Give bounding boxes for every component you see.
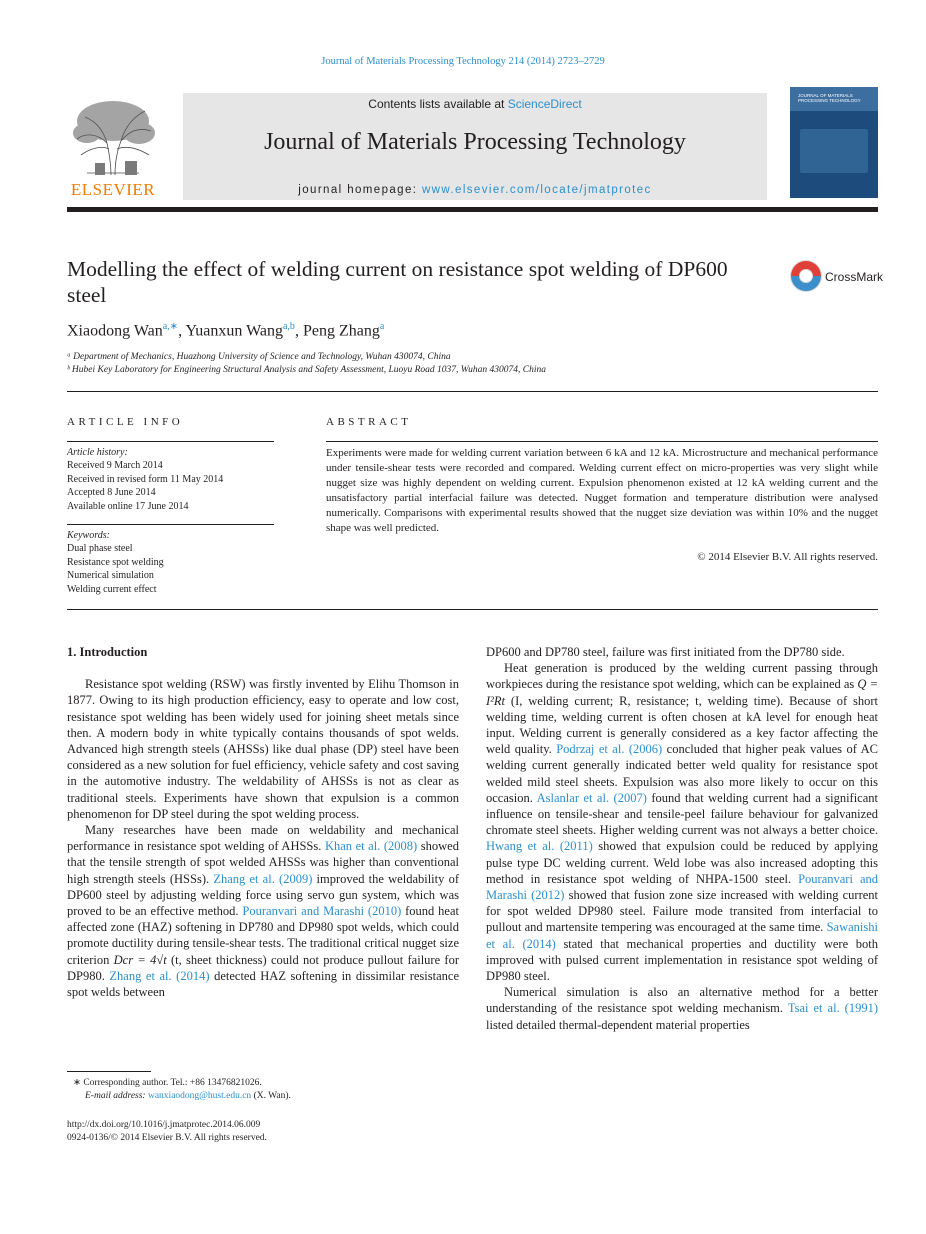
article-history bbox=[67, 446, 274, 513]
paragraph-text: found that welding current had a significant influence on tensile-shear and tensile-peel failure behaviour for galvanized chromate steel sheets. Higher welding current was not always a better choice. bbox=[486, 790, 879, 838]
journal-cover-image[interactable] bbox=[790, 87, 878, 198]
section-heading-introduction: 1. Introduction bbox=[67, 645, 148, 659]
keywords-block bbox=[67, 529, 274, 596]
history-online: Available online 17 June 2014 bbox=[67, 500, 189, 512]
paragraph-text: Numerical simulation is also an alternative method for a better understanding of the resistance spot welding mechanism. bbox=[486, 985, 878, 1016]
author-list bbox=[67, 321, 384, 340]
paragraph: Resistance spot welding (RSW) was firstly invented by Elihu Thomson in 1877. Owing to its high production efficiency, easy to operate and low cost, resistance spot welding has been widely used for joining sheet metals since then. A modern body in white typically contains thousands of spot welds. Advanced high strength steels (AHSSs) like dual phase (DP) steel have been considered as a new solution for fuel efficiency, vehicle safety and cost saving in the automotive industry. The weldability of AHSSs is not as clear as traditional steels. Experiments have shown that expulsion is a common phenomenon for DP steel during the spot welding process. bbox=[67, 677, 459, 821]
homepage-link[interactable]: www.elsevier.com/locate/jmatprotec bbox=[421, 184, 652, 196]
crossmark-icon[interactable] bbox=[789, 259, 823, 293]
contents-prefix: Contents lists available at bbox=[368, 97, 508, 111]
reference-link[interactable]: Hwang et al. (2011) bbox=[486, 839, 593, 854]
paragraph-text: Many researches have been made on weldability and mechanical performance in resistance spot welding of AHSSs. bbox=[67, 823, 459, 854]
article-info-rule bbox=[67, 441, 274, 442]
inline-formula: Q = I²Rt bbox=[486, 677, 879, 708]
affiliation-b: ᵇ Hubei Key Laboratory for Engineering Structural Analysis and Safety Assessment, Luoyu Road 1037, Wuhan 430074, China bbox=[67, 365, 547, 375]
history-revised: Received in revised form 11 May 2014 bbox=[67, 473, 224, 485]
author-separator: , bbox=[178, 322, 186, 340]
cover-illustration bbox=[800, 129, 868, 173]
email-suffix: (X. Wan). bbox=[251, 1091, 291, 1101]
author-affiliation-marker[interactable]: a,∗ bbox=[162, 321, 179, 332]
paragraph bbox=[486, 984, 878, 1033]
journal-title: Journal of Materials Processing Technology bbox=[264, 129, 686, 155]
reference-link[interactable]: Zhang et al. (2009) bbox=[213, 871, 313, 886]
paragraph-text: stated that mechanical properties and ductility were both improved with pulsed current implementation in resistance spot welding of DP980 steel. bbox=[486, 936, 878, 984]
paragraph bbox=[67, 822, 459, 1000]
keyword-item: Resistance spot welding bbox=[67, 556, 164, 568]
author-name[interactable]: Xiaodong Wan bbox=[67, 322, 163, 340]
keyword-item: Dual phase steel bbox=[67, 543, 133, 555]
article-info-heading: ARTICLE INFO bbox=[67, 416, 184, 428]
author-name[interactable]: Yuanxun Wang bbox=[185, 322, 283, 340]
author-affiliation-marker[interactable]: a,b bbox=[282, 321, 295, 332]
email-note bbox=[67, 1090, 485, 1103]
history-received: Received 9 March 2014 bbox=[67, 460, 163, 472]
paragraph-text: listed detailed thermal-dependent material properties bbox=[486, 1017, 750, 1032]
issn-copyright: 0924-0136/© 2014 Elsevier B.V. All rights reserved. bbox=[67, 1133, 267, 1143]
keyword-item: Numerical simulation bbox=[67, 570, 154, 582]
author-name[interactable]: Peng Zhang bbox=[302, 322, 380, 340]
email-link[interactable]: wanxiaodong@hust.edu.cn bbox=[147, 1091, 252, 1101]
doi-link[interactable]: http://dx.doi.org/10.1016/j.jmatprotec.2014.06.009 bbox=[67, 1120, 261, 1130]
paragraph-text: (I, welding current; R, resistance; t, welding time). Because of short welding time, welding current is often chosen at kA level for enough heat input. Welding current is generally considered as a key factor affecting the weld quality. bbox=[486, 693, 878, 757]
homepage-prefix: journal homepage: bbox=[298, 184, 422, 196]
abstract-text: Experiments were made for welding current variation between 6 kA and 12 kA. Microstructure and mechanical performance under tensile-shear tests were recorded and compared. Welding current effect on micro-properties was very slight while nugget size was highly dependent on welding current. Expulsion phenomenon existed at 12 kA welding current and the unsatisfactory partial interfacial failure was detected. Nugget formation and temperature distribution were analysed numerically. Comparisons with experimental results showed that the nugget size deviation was within 10% and the nugget shape was well predicted. bbox=[326, 447, 878, 534]
abstract-rule bbox=[326, 441, 878, 442]
footnote-rule bbox=[67, 1071, 151, 1072]
email-label: E-mail address: bbox=[85, 1091, 148, 1101]
reference-link[interactable]: Pouranvari and Marashi (2010) bbox=[242, 904, 402, 919]
contents-availability bbox=[183, 97, 767, 111]
body-column-right bbox=[486, 644, 878, 1033]
paragraph-text: (t, sheet thickness) could not produce pullout failure for DP980. bbox=[67, 952, 459, 983]
keywords-label: Keywords: bbox=[67, 530, 110, 541]
affiliation-a: ᵃ Department of Mechanics, Huazhong University of Science and Technology, Wuhan 430074, China bbox=[67, 352, 451, 362]
journal-homepage bbox=[183, 184, 767, 196]
history-accepted: Accepted 8 June 2014 bbox=[67, 487, 156, 499]
front-matter-rule bbox=[67, 609, 878, 610]
inline-formula: Dcr = 4√t bbox=[113, 952, 167, 967]
author-separator: , bbox=[294, 322, 303, 340]
sciencedirect-link[interactable]: ScienceDirect bbox=[507, 97, 582, 111]
paragraph-text: showed that expulsion could be reduced by applying pulse type DC welding current. Weld lobe was also increased adopting this method in resistance spot welding of NHPA-1500 steel. bbox=[486, 839, 878, 886]
paragraph-text: showed that the tensile strength of spot welded AHSSs was higher than conventional high strength steels (HSSs). bbox=[67, 839, 459, 886]
reference-link[interactable]: Tsai et al. (1991) bbox=[787, 1001, 879, 1016]
masthead-rule bbox=[67, 207, 878, 212]
body-column-left bbox=[67, 644, 459, 1000]
keyword-item: Welding current effect bbox=[67, 583, 157, 595]
paragraph-text: found heat affected zone (HAZ) softening in DP780 and DP980 spot welds, which could promote ductility during tensile-shear tests. The traditional critical nugget size criterion bbox=[67, 904, 459, 967]
cover-title: JOURNAL OF MATERIALS PROCESSING TECHNOLOGY bbox=[798, 93, 861, 103]
reference-link[interactable]: Sawanishi et al. (2014) bbox=[486, 920, 878, 951]
paragraph-text: improved the weldability of DP600 steel by adjusting welding force using servo gun system, which was proved to be an effective method. bbox=[67, 871, 459, 919]
corresponding-author-note: ∗ Corresponding author. Tel.: +86 13476821026. bbox=[73, 1078, 262, 1088]
paragraph: DP600 and DP780 steel, failure was first initiated from the DP780 side. bbox=[486, 645, 845, 659]
reference-link[interactable]: Zhang et al. (2014) bbox=[109, 968, 210, 983]
author-affiliation-marker[interactable]: a bbox=[379, 321, 385, 332]
paper-title: Modelling the effect of welding current on resistance spot welding of DP600 steel bbox=[67, 257, 728, 307]
paragraph-text: concluded that higher peak values of AC welding current generally indicated better weld quality for resistance spot welded mild steel sheets. Expulsion was also more likely to occur on this occasion. bbox=[486, 742, 878, 805]
crossmark-label[interactable]: CrossMark bbox=[825, 270, 884, 284]
history-label: Article history: bbox=[67, 447, 128, 458]
keywords-rule bbox=[67, 524, 274, 525]
paragraph-text: detected HAZ softening in dissimilar resistance spot welds between bbox=[67, 968, 459, 1000]
journal-citation[interactable]: Journal of Materials Processing Technology 214 (2014) 2723–2729 bbox=[321, 56, 605, 67]
publisher-logo-text: ELSEVIER bbox=[70, 180, 156, 199]
reference-link[interactable]: Podrzaj et al. (2006) bbox=[556, 742, 663, 757]
affiliation-rule bbox=[67, 391, 878, 392]
reference-link[interactable]: Pouranvari and Marashi (2012) bbox=[486, 871, 878, 903]
abstract-heading: ABSTRACT bbox=[326, 416, 412, 428]
paragraph bbox=[486, 660, 878, 984]
reference-link[interactable]: Khan et al. (2008) bbox=[324, 839, 418, 854]
paragraph-text: showed that fusion zone size increased with welding current for spot welded DP980 steel. Failure mode transited from interfacial to pullout and martensite tempering was encouraged at the same time. bbox=[486, 888, 878, 935]
reference-link[interactable]: Aslanlar et al. (2007) bbox=[536, 790, 647, 805]
paragraph-text: Heat generation is produced by the welding current passing through workpieces during the resistance spot welding, which can be explained as bbox=[486, 661, 878, 692]
abstract-copyright: © 2014 Elsevier B.V. All rights reserved. bbox=[697, 551, 878, 563]
